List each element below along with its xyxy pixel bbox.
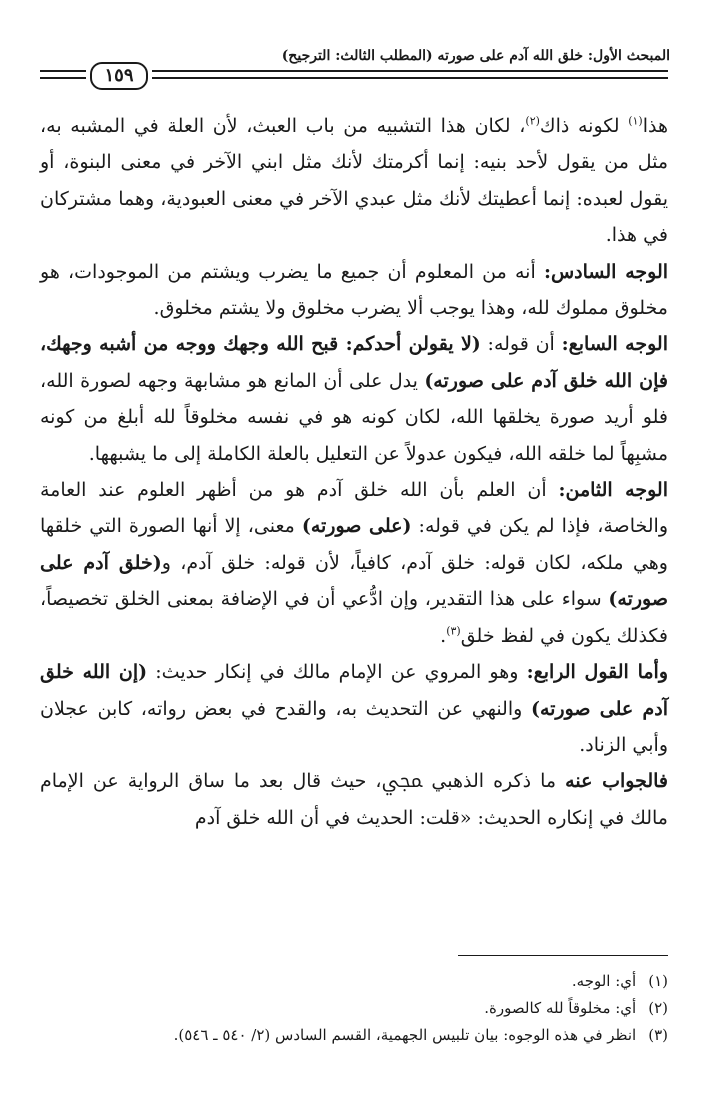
footnote bbox=[40, 1022, 668, 1049]
footnote-text: انظر في هذه الوجوه: بيان تلبيس الجهمية، القسم السادس (٢/ ٥٤٠ ـ ٥٤٦). bbox=[173, 1026, 637, 1044]
page-number: ١٥٩ bbox=[90, 62, 148, 90]
bold-text: (خلق آدم على صورته) bbox=[40, 551, 668, 611]
bold-text: الوجه الثامن: bbox=[558, 479, 668, 502]
footnote-text: أي: الوجه. bbox=[571, 972, 637, 990]
bold-text: فالجواب عنه bbox=[565, 770, 668, 793]
footnote-separator bbox=[458, 955, 668, 956]
text-run: ما ذكره الذهبي ﷀ، حيث قال بعد ما ساق الرواية عن الإمام مالك في إنكاره الحديث: «قلت: الحديث في أن الله خلق آدم bbox=[40, 770, 668, 829]
footnote-ref: (١) bbox=[628, 114, 643, 128]
text-run: سواء على هذا التقدير، وإن ادُّعي أن في الإضافة بمعنى الخلق تخصيصاً، فكذلك يكون في لفظ خلق bbox=[40, 588, 668, 647]
header-double-rule-right bbox=[152, 70, 668, 79]
text-run: يدل على أن المانع هو مشابهة وجهه لصورة الله، فلو أريد صورة يخلقها الله، لكان كونه هو في نفسه مخلوقاً لله أبلغ من كونه مشبِهاً لما خلقه الله، فيكون عدولاً عن التعليل بالعلة الكاملة إلى ما يشبهها. bbox=[40, 369, 668, 465]
footnote-text: أي: مخلوقاً لله كالصورة. bbox=[484, 999, 637, 1017]
bold-text: (لا يقولن أحدكم: قبح الله وجهك ووجه من أشبه وجهك، فإن الله خلق آدم على صورته) bbox=[40, 333, 668, 392]
bold-text: الوجه السابع: bbox=[561, 333, 668, 356]
paragraph bbox=[40, 326, 668, 472]
paragraph bbox=[40, 763, 668, 836]
paragraph bbox=[40, 654, 668, 763]
bold-text: (إن الله خلق آدم على صورته) bbox=[40, 661, 668, 720]
footnote-number: (٣) bbox=[648, 1026, 668, 1044]
paragraph bbox=[40, 472, 668, 654]
text-run: هذا bbox=[642, 115, 668, 137]
text-run: معنى، إلا أنها الصورة التي خلقها وهي ملكه، لكان قوله: خلق آدم، كافياً، لأن قوله: خلق آدم، و bbox=[40, 515, 668, 574]
bold-text: وأما القول الرابع: bbox=[526, 661, 668, 684]
main-text bbox=[40, 108, 668, 836]
text-run: ، لكان هذا التشبيه من باب العبث، لأن العلة في المشبه به، مثل من يقول لأحد بنيه: إنما أكرمتك لأنك مثل ابني الآخر في معنى البنوة، أو يقول لعبده: إنما أعطيتك لأنك مثل عبدي الآخر في معنى العبودية، وهما مشتركان في هذا. bbox=[40, 115, 668, 247]
bold-text: الوجه السادس: bbox=[543, 260, 669, 283]
bold-text: (على صورته) bbox=[301, 515, 412, 538]
text-run: لكونه ذاك bbox=[539, 115, 629, 137]
footnote-ref: (٢) bbox=[525, 114, 540, 128]
footnote-number: (٢) bbox=[648, 999, 668, 1017]
footnotes bbox=[40, 968, 668, 1049]
text-run: أنه من المعلوم أن جميع ما يضرب ويشتم من الموجودات، هو مخلوق مملوك لله، وهذا يوجب ألا يضرب مخلوق ولا يشتم مخلوق. bbox=[40, 260, 668, 320]
text-run: والنهي عن التحديث به، والقدح في بعض رواته، كابن عجلان وأبي الزناد. bbox=[40, 697, 668, 756]
text-run: أن قوله: bbox=[480, 333, 562, 356]
running-head: المبحث الأول: خلق الله آدم على صورته (المطلب الثالث: الترجيح) bbox=[281, 48, 670, 64]
footnote-number: (١) bbox=[648, 972, 668, 990]
footnote bbox=[40, 968, 668, 995]
footnote-ref: (٣) bbox=[446, 624, 461, 638]
text-run: وهو المروي عن الإمام مالك في إنكار حديث: bbox=[147, 661, 527, 684]
paragraph bbox=[40, 254, 668, 327]
header-double-rule-left bbox=[40, 70, 86, 79]
paragraph bbox=[40, 108, 668, 254]
footnote bbox=[40, 995, 668, 1022]
text-run: . bbox=[440, 624, 447, 647]
text-run: أن العلم بأن الله خلق آدم هو من أظهر العلوم عند العامة والخاصة، فإذا لم يكن في قوله: bbox=[40, 479, 668, 538]
